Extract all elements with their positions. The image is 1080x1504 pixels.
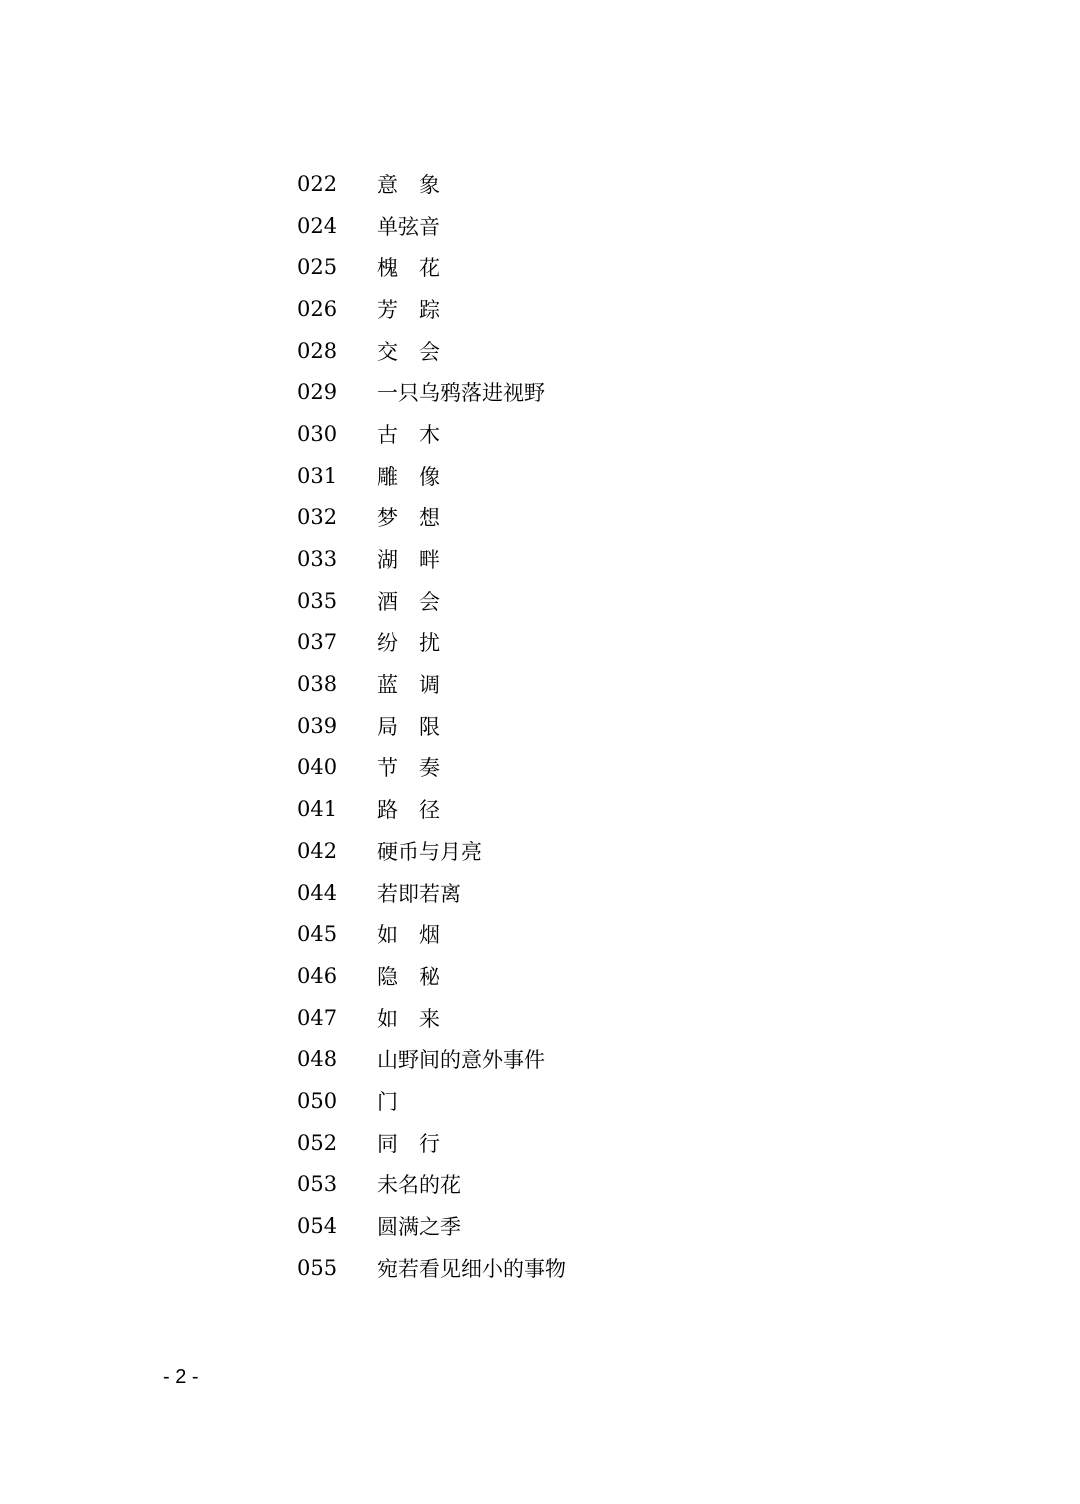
toc-page-number: 035 bbox=[297, 588, 338, 613]
toc-page-number: 046 bbox=[297, 963, 338, 988]
toc-title: 局 限 bbox=[377, 714, 440, 739]
toc-title: 未名的花 bbox=[377, 1173, 461, 1198]
toc-entry bbox=[297, 205, 566, 247]
toc-title: 蓝 调 bbox=[377, 673, 440, 698]
toc-title: 若即若离 bbox=[377, 881, 461, 906]
toc-title: 宛若看见细小的事物 bbox=[377, 1256, 566, 1281]
toc-entry bbox=[297, 788, 566, 830]
toc-title: 芳 踪 bbox=[377, 297, 440, 322]
toc-entry bbox=[297, 580, 566, 622]
toc-entry bbox=[297, 747, 566, 789]
toc-entry bbox=[297, 288, 566, 330]
toc-page-number: 047 bbox=[297, 1005, 338, 1030]
toc-title: 单弦音 bbox=[377, 214, 440, 239]
toc-entry bbox=[297, 1122, 566, 1164]
toc-page-number: 041 bbox=[297, 797, 338, 822]
toc-title: 硬币与月亮 bbox=[377, 839, 482, 864]
toc-page-number: 052 bbox=[297, 1130, 338, 1155]
toc-entry bbox=[297, 705, 566, 747]
toc-title: 如 来 bbox=[377, 1006, 440, 1031]
toc-page-number: 037 bbox=[297, 630, 338, 655]
toc-page-number: 054 bbox=[297, 1214, 338, 1239]
toc-page-number: 026 bbox=[297, 296, 338, 321]
toc-title: 圆满之季 bbox=[377, 1215, 461, 1240]
toc-title: 山野间的意外事件 bbox=[377, 1048, 545, 1073]
toc-page-number: 022 bbox=[297, 171, 338, 196]
toc-title: 如 烟 bbox=[377, 923, 440, 948]
toc-title: 梦 想 bbox=[377, 506, 440, 531]
toc-page-number: 028 bbox=[297, 338, 338, 363]
toc-page-number: 050 bbox=[297, 1088, 338, 1113]
toc-entry bbox=[297, 1038, 566, 1080]
toc-entry bbox=[297, 955, 566, 997]
toc-entry bbox=[297, 830, 566, 872]
page-footer-number: - 2 - bbox=[163, 1366, 199, 1388]
toc-page-number: 024 bbox=[297, 213, 338, 238]
toc-title: 一只乌鸦落进视野 bbox=[377, 381, 545, 406]
toc-title: 古 木 bbox=[377, 422, 440, 447]
toc-page-number: 031 bbox=[297, 463, 338, 488]
toc-page-number: 040 bbox=[297, 755, 338, 780]
toc-entry bbox=[297, 872, 566, 914]
toc-entry bbox=[297, 330, 566, 372]
toc-entry bbox=[297, 913, 566, 955]
toc-title: 湖 畔 bbox=[377, 548, 440, 573]
toc-entry bbox=[297, 1080, 566, 1122]
toc-page-number: 030 bbox=[297, 421, 338, 446]
toc-page-number: 053 bbox=[297, 1172, 338, 1197]
toc-page-number: 044 bbox=[297, 880, 338, 905]
toc-entry bbox=[297, 1205, 566, 1247]
table-of-contents bbox=[297, 163, 566, 1289]
toc-entry bbox=[297, 163, 566, 205]
toc-title: 槐 花 bbox=[377, 256, 440, 281]
toc-title: 节 奏 bbox=[377, 756, 440, 781]
toc-entry bbox=[297, 622, 566, 664]
toc-title: 雕 像 bbox=[377, 464, 440, 489]
toc-entry bbox=[297, 246, 566, 288]
toc-entry bbox=[297, 997, 566, 1039]
toc-entry bbox=[297, 455, 566, 497]
toc-entry bbox=[297, 413, 566, 455]
toc-entry bbox=[297, 538, 566, 580]
toc-page-number: 033 bbox=[297, 547, 338, 572]
toc-title: 门 bbox=[377, 1089, 398, 1114]
toc-title: 纷 扰 bbox=[377, 631, 440, 656]
toc-title: 隐 秘 bbox=[377, 964, 440, 989]
toc-entry bbox=[297, 371, 566, 413]
toc-title: 酒 会 bbox=[377, 589, 440, 614]
toc-page-number: 055 bbox=[297, 1255, 338, 1280]
toc-title: 路 径 bbox=[377, 798, 440, 823]
toc-entry bbox=[297, 497, 566, 539]
toc-entry bbox=[297, 1247, 566, 1289]
toc-page-number: 048 bbox=[297, 1047, 338, 1072]
toc-page-number: 039 bbox=[297, 713, 338, 738]
toc-entry bbox=[297, 1164, 566, 1206]
toc-page-number: 025 bbox=[297, 255, 338, 280]
toc-page-number: 029 bbox=[297, 380, 338, 405]
toc-page-number: 032 bbox=[297, 505, 338, 530]
toc-title: 同 行 bbox=[377, 1131, 440, 1156]
toc-page-number: 038 bbox=[297, 672, 338, 697]
toc-page-number: 042 bbox=[297, 838, 338, 863]
toc-page-number: 045 bbox=[297, 922, 338, 947]
toc-title: 意 象 bbox=[377, 172, 440, 197]
toc-entry bbox=[297, 663, 566, 705]
toc-title: 交 会 bbox=[377, 339, 440, 364]
